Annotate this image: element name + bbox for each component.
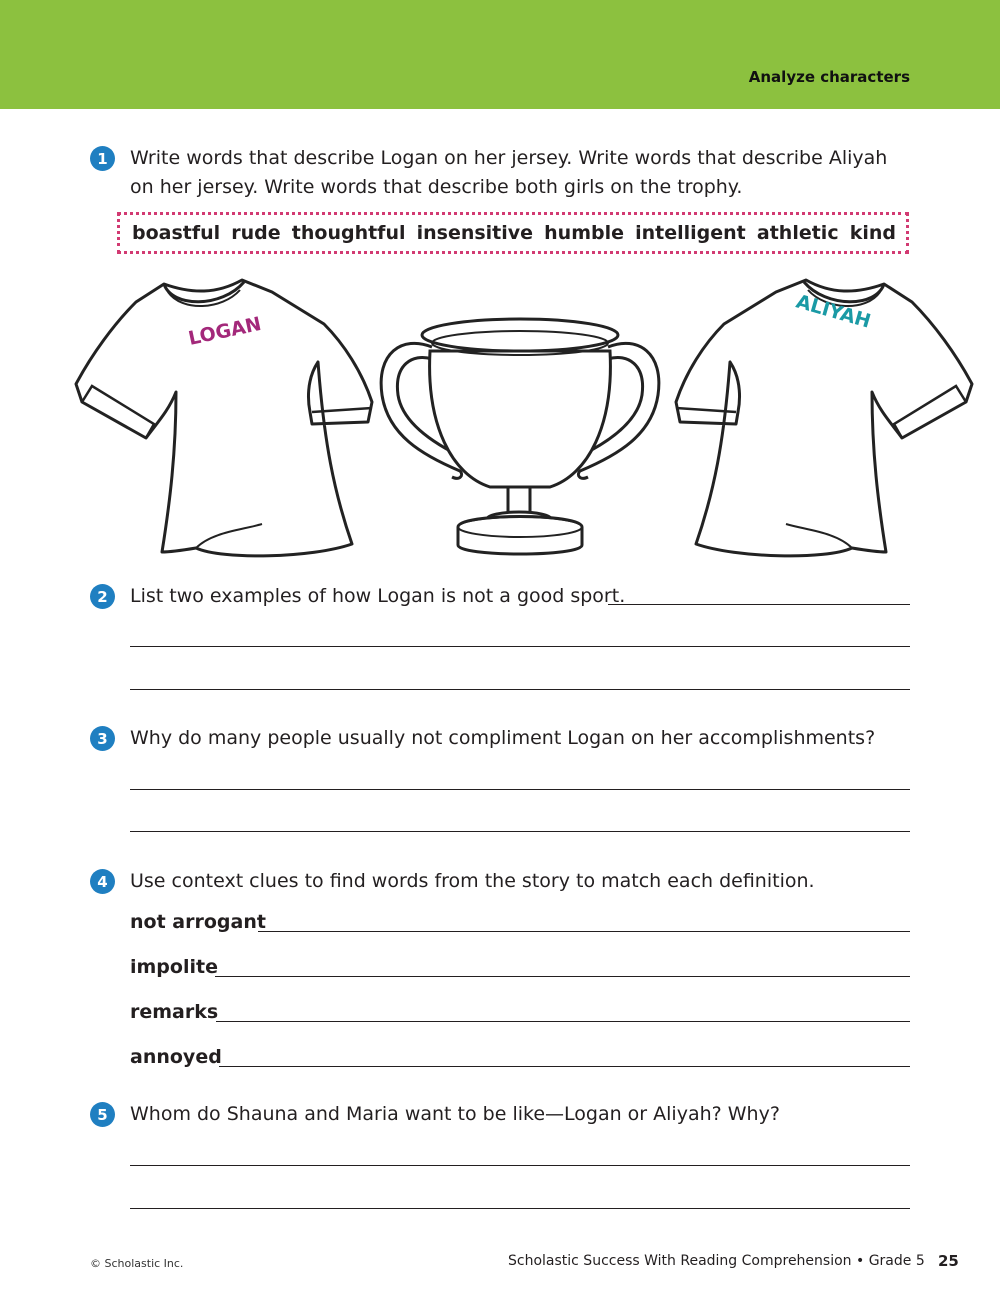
answer-line[interactable]: [130, 1165, 910, 1166]
logan-jersey-illustration[interactable]: [72, 262, 392, 572]
definition-label: remarks: [130, 1001, 219, 1023]
definition-answer-line[interactable]: [215, 976, 910, 977]
header-band: [0, 0, 1000, 109]
question-1-text-line2: on her jersey. Write words that describe both girls on the trophy.: [130, 176, 743, 198]
word-bank: [117, 212, 909, 254]
word-bank-item: kind: [849, 222, 896, 244]
question-number-5: 5: [90, 1102, 115, 1127]
word-bank-item: boastful: [132, 222, 221, 244]
word-bank-item: rude: [231, 222, 281, 244]
word-bank-item: humble: [544, 222, 625, 244]
answer-line[interactable]: [130, 646, 910, 647]
definition-answer-line[interactable]: [219, 1066, 910, 1067]
aliyah-jersey-illustration[interactable]: [656, 262, 976, 572]
book-title: Scholastic Success With Reading Comprehension • Grade 5: [508, 1253, 925, 1269]
skill-label: Analyze characters: [748, 68, 910, 86]
question-4-text: Use context clues to find words from the story to match each definition.: [130, 870, 815, 892]
definition-answer-line[interactable]: [216, 1021, 910, 1022]
question-number-1: 1: [90, 146, 115, 171]
question-2-text: List two examples of how Logan is not a good sport.: [130, 585, 626, 607]
question-number-2: 2: [90, 584, 115, 609]
copyright-notice: © Scholastic Inc.: [90, 1257, 184, 1270]
question-5-text: Whom do Shauna and Maria want to be like—Logan or Aliyah? Why?: [130, 1103, 780, 1125]
definition-answer-line[interactable]: [258, 931, 910, 932]
word-bank-item: insensitive: [416, 222, 534, 244]
question-3-text: Why do many people usually not compliment Logan on her accomplishments?: [130, 727, 876, 749]
question-1-text-line1: Write words that describe Logan on her jersey. Write words that describe Aliyah: [130, 147, 888, 169]
definition-label: not arrogant: [130, 911, 266, 933]
trophy-illustration[interactable]: [372, 305, 672, 560]
word-bank-item: athletic: [756, 222, 839, 244]
logan-jersey-name: LOGAN: [186, 312, 264, 350]
question-number-4: 4: [90, 869, 115, 894]
answer-line[interactable]: [130, 1208, 910, 1209]
definition-label: annoyed: [130, 1046, 222, 1068]
definition-label: impolite: [130, 956, 218, 978]
page-number: 25: [938, 1252, 959, 1270]
answer-line[interactable]: [130, 789, 910, 790]
word-bank-item: thoughtful: [291, 222, 406, 244]
word-bank-item: intelligent: [635, 222, 746, 244]
answer-line[interactable]: [130, 689, 910, 690]
answer-line[interactable]: [130, 831, 910, 832]
answer-line[interactable]: [608, 604, 910, 605]
question-number-3: 3: [90, 726, 115, 751]
aliyah-jersey-name: ALIYAH: [793, 290, 874, 333]
